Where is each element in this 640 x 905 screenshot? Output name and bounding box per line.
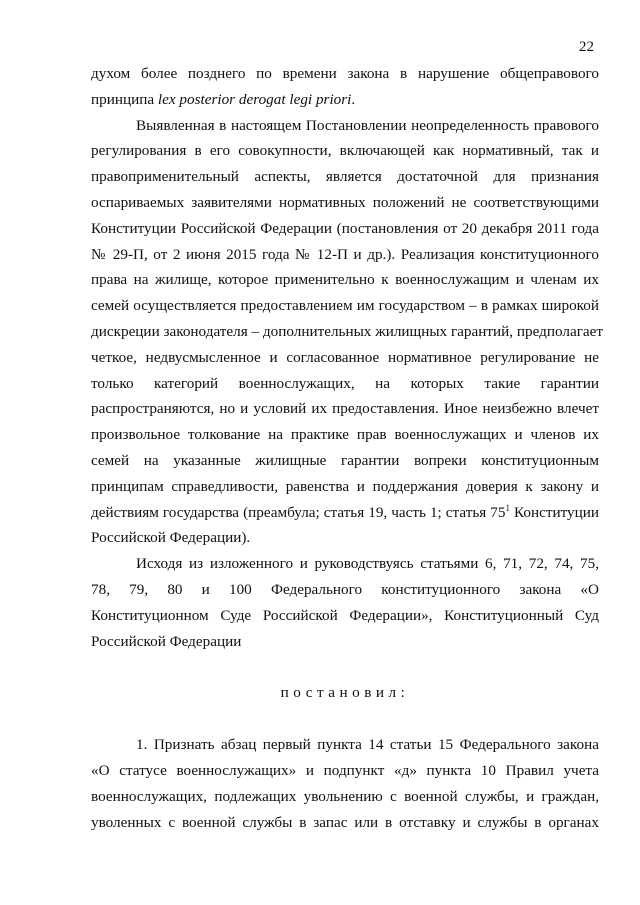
- line-text: № 29-П, от 2 июня 2015 года № 12-П и др.). Реализация конституционного: [91, 245, 599, 263]
- text-line: [91, 242, 599, 268]
- line-text: семей осуществляется предоставлением им государством – в рамках широкой: [91, 297, 599, 315]
- text-line: [91, 474, 599, 500]
- text-line: [91, 396, 599, 422]
- line-text: дискреции законодателя – дополнительных жилищных гарантий, предполагает: [91, 322, 604, 340]
- text-line: [91, 319, 604, 345]
- line-text: произвольное толкование на практике прав военнослужащих и членов их: [91, 426, 599, 444]
- line-text: четкое, недвусмысленное и согласованное нормативное регулирование не: [91, 348, 599, 366]
- text-line: [91, 267, 599, 293]
- line-text: правоприменительный аспекты, является достаточной для признания: [91, 168, 599, 186]
- line-text: только категорий военнослужащих, на которых такие гарантии: [91, 374, 599, 392]
- line-text-tail: Конституции: [509, 503, 600, 521]
- text-line: [91, 732, 599, 758]
- line-text: Конституционном Суде Российской Федерации», Конституционный Суд: [91, 606, 599, 624]
- line-text: постановил:: [280, 684, 410, 702]
- line-text: оспариваемых заявителями нормативных положений не соответствующими: [91, 193, 599, 211]
- superscript: 1: [505, 502, 510, 513]
- line-text: семей на указанные жилищные гарантии вопреки конституционным: [91, 451, 599, 469]
- text-line: [91, 293, 599, 319]
- text-line: [91, 113, 599, 139]
- text-line: [91, 551, 599, 577]
- line-text: Конституции Российской Федерации (постановления от 20 декабря 2011 года: [91, 219, 599, 237]
- text-line: [91, 345, 599, 371]
- text-line: [91, 810, 599, 836]
- text-line: [91, 448, 599, 474]
- text-line: [91, 577, 599, 603]
- document-body: [91, 61, 604, 835]
- line-text: регулирования в его совокупности, включающей как нормативный, так и: [91, 142, 599, 160]
- line-text: военнослужащих, подлежащих увольнению с военной службы, и граждан,: [91, 787, 599, 805]
- line-text: Российской Федерации: [91, 632, 242, 650]
- line-text: распространяются, но и условий их предоставления. Иное неизбежно влечет: [91, 400, 599, 418]
- text-line: [91, 784, 599, 810]
- line-text: 1. Признать абзац первый пункта 14 статьи 15 Федерального закона: [136, 736, 599, 754]
- text-line: [91, 164, 599, 190]
- line-text: права на жилище, которое применительно к военнослужащим и членам их: [91, 271, 599, 289]
- text-line: [91, 61, 599, 87]
- page-number: 22: [579, 39, 594, 55]
- text-line: [91, 190, 599, 216]
- line-text: Российской Федерации).: [91, 529, 251, 547]
- text-line: [91, 500, 599, 526]
- line-text-tail: .: [351, 90, 356, 108]
- text-line: [91, 758, 599, 784]
- line-text: Выявленная в настоящем Постановлении неопределенность правового: [136, 116, 599, 134]
- line-text: действиям государства (преамбула; статья 19, часть 1; статья 75: [91, 503, 506, 521]
- text-line: [91, 371, 599, 397]
- line-text: принципам справедливости, равенства и поддержания доверия к закону и: [91, 477, 599, 495]
- text-line: [91, 422, 599, 448]
- line-text: духом более позднего по времени закона в нарушение общеправового: [91, 65, 599, 82]
- text-line: [91, 629, 599, 655]
- latin-maxim: lex posterior derogat legi priori: [157, 90, 352, 108]
- line-text: уволенных с военной службы в запас или в отставку и службы в органах: [91, 813, 599, 831]
- line-text: принципа: [91, 90, 158, 108]
- text-line: [91, 525, 599, 551]
- text-line: [91, 138, 599, 164]
- line-text: Исходя из изложенного и руководствуясь статьями 6, 71, 72, 74, 75,: [136, 555, 599, 573]
- text-line: [91, 603, 599, 629]
- text-line: [91, 216, 599, 242]
- resolution-heading: [91, 680, 599, 706]
- line-text: «О статусе военнослужащих» и подпункт «д» пункта 10 Правил учета: [91, 761, 599, 779]
- text-line: [91, 87, 599, 113]
- line-text: 78, 79, 80 и 100 Федерального конституционного закона «О: [91, 580, 599, 598]
